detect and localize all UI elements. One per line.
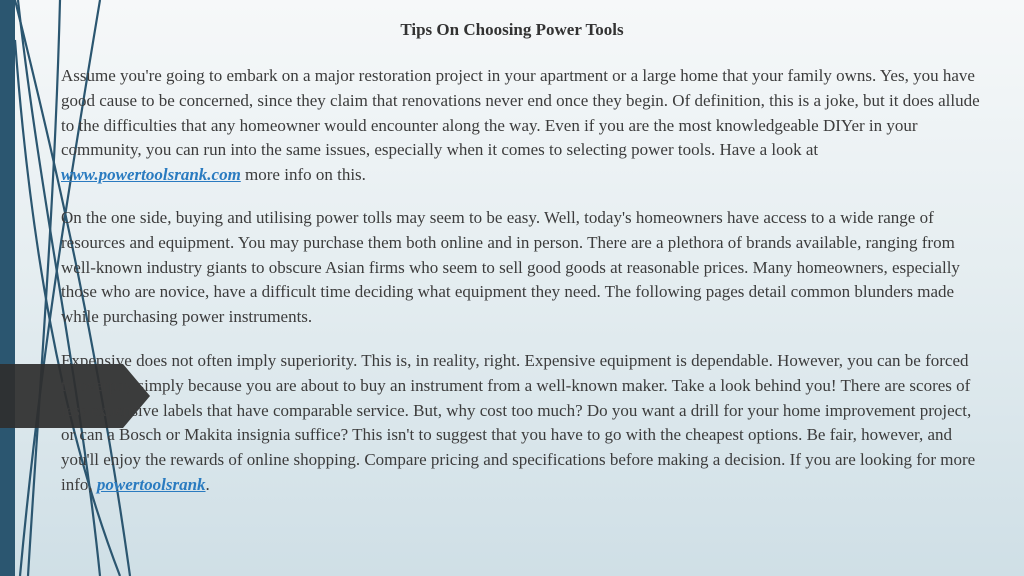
paragraph-1-tail: more info on this. [240,165,366,185]
page-title: Tips On Choosing Power Tools [400,20,624,39]
paragraph-3-tail: . [205,474,210,494]
paragraph-3-text: Expensive does not often imply superiority. This is, in reality, right. Expensive equipment is dependable. However, you can be forced to overpay simply because you are about to buy an instrument from a well-known maker. Take a look behind you! There are scores of less expensive labels that have comparable service. But, why cost too much? Do you want a drill for your home improvement project, or can a Bosch or Makita insignia suffice? This isn't to suggest that you have to go with the cheapest options. Be fair, however, and you'll enjoy the rewards of online shopping. Compare pricing and specifications before making a decision. If you are looking for more info, [61,351,976,494]
paragraph-1 [61,64,981,188]
link-powertoolsrank[interactable]: powertoolsrank [96,474,206,494]
link-powertoolsrank-com[interactable]: www.powertoolsrank.com [61,165,241,185]
paragraph-3 [61,349,981,498]
paragraph-2: On the one side, buying and utilising power tolls may seem to be easy. Well, today's homeowners have access to a wide range of resources and equipment. You may purchase them both online and in person. There are a plethora of brands available, ranging from well-known industry giants to obscure Asian firms who seem to sell good goods at reasonable prices. Many homeowners, especially those who are novice, have a difficult time deciding what equipment they need. The following pages detail common blunders made while purchasing power instruments. [61,208,960,327]
paragraph-1-text: Assume you're going to embark on a major restoration project in your apartment or a large home that your family owns. Yes, you have good cause to be concerned, since they claim that renovations never end once they begin. Of definition, this is a joke, but it does allude to the difficulties that any homeowner would encounter along the way. Even if you are the most knowledgeable DIYer in your community, you can run into the same issues, especially when it comes to selecting power tools. Have a look at [61,66,980,160]
